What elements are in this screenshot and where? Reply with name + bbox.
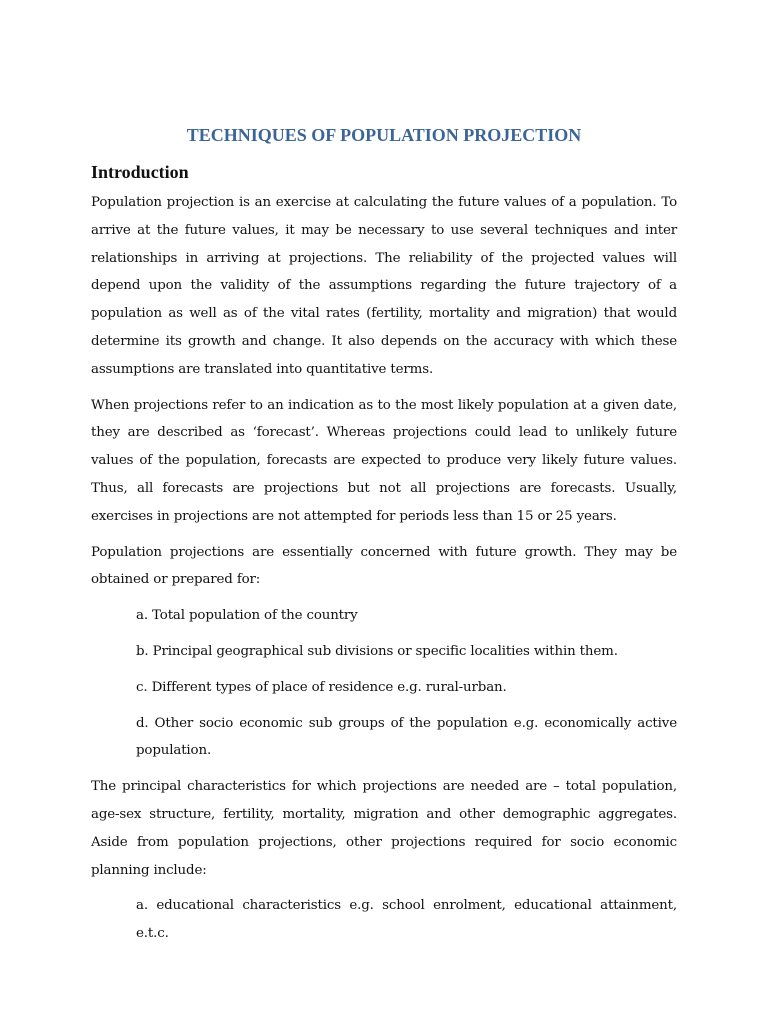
list-item: d. Other socio economic sub groups of the population e.g. economically active population. [136, 715, 677, 759]
document-content [91, 122, 677, 956]
paragraph: The principal characteristics for which projections are needed are – total population, age-sex structure, fertility, mortality, migration and other demographic aggregates. Aside from population projections, other projections required for socio economic planning include: [91, 779, 677, 878]
list-item: a. educational characteristics e.g. school enrolment, educational attainment, e.t.c. [136, 898, 677, 942]
list-item: c. Different types of place of residence e.g. rural-urban. [136, 679, 507, 695]
paragraph: When projections refer to an indication as to the most likely population at a given date, they are described as ‘forecast’. Whereas projections could lead to unlikely future values of the population, forecasts are expected to produce very likely future values. Thus, all forecasts are projections but not all projections are forecasts. Usually, exercises in projections are not attempted for periods less than 15 or 25 years. [91, 397, 677, 524]
paragraph: Population projection is an exercise at calculating the future values of a population. To arrive at the future values, it may be necessary to use several techniques and inter relationships in arriving at projections. The reliability of the projected values will depend upon the validity of the assumptions regarding the future trajectory of a population as well as of the vital rates (fertility, mortality and migration) that would determine its growth and change. It also depends on the accuracy with which these assumptions are translated into quantitative terms. [91, 195, 677, 377]
section-heading-introduction: Introduction [91, 162, 189, 182]
paragraph: Population projections are essentially concerned with future growth. They may be obtained or prepared for: [91, 544, 677, 588]
list-item: b. Principal geographical sub divisions or specific localities within them. [136, 643, 618, 659]
list-item: a. Total population of the country [136, 608, 358, 624]
document-title: TECHNIQUES OF POPULATION PROJECTION [186, 125, 582, 145]
